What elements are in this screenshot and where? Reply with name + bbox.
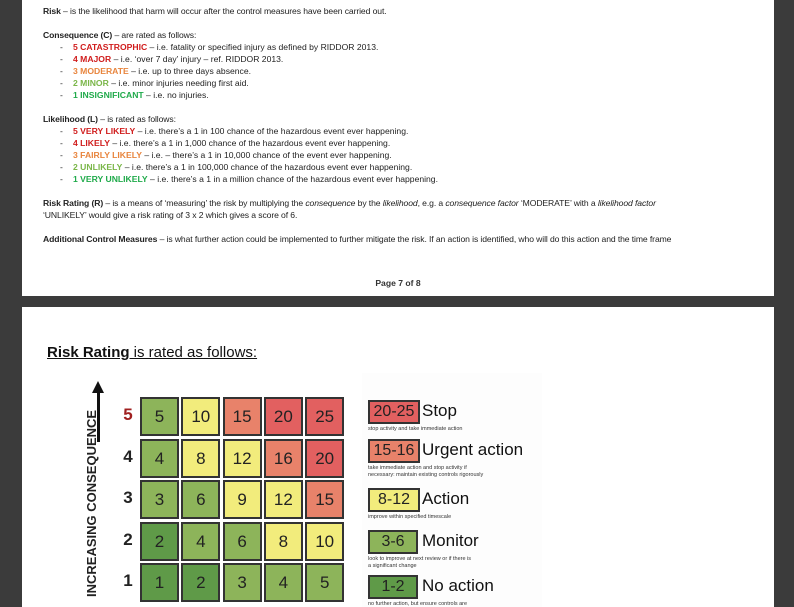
document-page-8 [22, 307, 774, 607]
legend-range: 8-12 [368, 488, 420, 512]
row-label: 4 [123, 446, 133, 466]
legend-description: no further action, but ensure controls are [368, 601, 468, 607]
matrix-cell: 5 [305, 563, 344, 602]
row-label: 3 [123, 488, 133, 507]
matrix-cell: 3 [140, 480, 179, 519]
legend-description: improve within specified timescale [368, 514, 452, 520]
consequence-item: - 3 MODERATE – i.e. up to three days absence. [60, 66, 252, 76]
likelihood-heading: Likelihood (L) – is rated as follows: [43, 114, 176, 124]
matrix-cell: 4 [181, 522, 220, 561]
document-page-7 [22, 0, 774, 296]
matrix-cell: 9 [223, 480, 262, 519]
legend-description: stop activity and take immediate action [368, 426, 463, 432]
matrix-cell: 5 [140, 397, 179, 436]
matrix-cell: 10 [181, 397, 220, 436]
likelihood-item: - 4 LIKELY – i.e. there’s a 1 in 1,000 chance of the hazardous event ever happening. [60, 138, 391, 148]
consequence-item: - 1 INSIGNIFICANT – i.e. no injuries. [60, 90, 209, 100]
matrix-cell: 4 [264, 563, 303, 602]
legend-range: 1-2 [368, 575, 418, 599]
matrix-cell: 8 [264, 522, 303, 561]
page-number: Page 7 of 8 [375, 278, 421, 288]
matrix-cell: 15 [223, 397, 262, 436]
matrix-cell: 15 [305, 480, 344, 519]
legend-description: take immediate action and stop activity if [368, 465, 467, 471]
legend-range: 3-6 [368, 530, 418, 554]
legend-title: Monitor [422, 531, 479, 550]
legend-title: Action [422, 489, 470, 508]
risk-rating-definition-line2: ‘UNLIKELY’ would give a risk rating of 3 x 2 which gives a score of 6. [43, 210, 298, 220]
matrix-cell: 25 [305, 397, 344, 436]
matrix-cell: 3 [223, 563, 262, 602]
matrix-cell: 6 [223, 522, 262, 561]
legend-title: Stop [422, 401, 457, 420]
matrix-cell: 1 [140, 563, 179, 602]
legend-range: 20-25 [368, 400, 420, 424]
legend-range: 15-16 [368, 439, 420, 463]
consequence-item: - 4 MAJOR – i.e. ‘over 7 day’ injury – ref. RIDDOR 2013. [60, 54, 284, 64]
page-title: Risk Rating is rated as follows: [47, 344, 258, 361]
risk-rating-definition: Risk Rating (R) – is a means of ‘measuring’ the risk by multiplying the consequence by the likelihood, e.g. a consequence factor ‘MODERATE’ with a likelihood factor [43, 198, 656, 208]
likelihood-item: - 1 VERY UNLIKELY – i.e. there’s a 1 in a million chance of the hazardous event ever happening. [60, 174, 438, 184]
additional-control-definition: Additional Control Measures – is what further action could be implemented to further mitigate the risk. If an action is identified, who will do this action and the time frame [43, 234, 672, 244]
matrix-cell: 20 [305, 439, 344, 478]
likelihood-item: - 5 VERY LIKELY – i.e. there’s a 1 in 100 chance of the hazardous event ever happening. [60, 126, 409, 136]
axis-label: INCREASING CONSEQUENCE [84, 409, 99, 597]
matrix-cell: 4 [140, 439, 179, 478]
matrix-cell: 2 [181, 563, 220, 602]
matrix-cell: 12 [223, 439, 262, 478]
legend-description: a significant change [368, 563, 417, 569]
risk-definition: Risk – is the likelihood that harm will occur after the control measures have been carried out. [43, 6, 387, 16]
matrix-cell: 2 [140, 522, 179, 561]
likelihood-item: - 3 FAIRLY LIKELY – i.e. – there’s a 1 in 10,000 chance of the event ever happening. [60, 150, 392, 160]
legend-title: Urgent action [422, 440, 524, 459]
matrix-cell: 6 [181, 480, 220, 519]
consequence-item: - 2 MINOR – i.e. minor injuries needing first aid. [60, 78, 249, 88]
matrix-cell: 8 [181, 439, 220, 478]
row-label: 2 [123, 529, 133, 549]
legend-description: necessary: maintain existing controls rigorously [368, 472, 484, 478]
matrix-cell: 12 [264, 480, 303, 519]
legend-title: No action [422, 576, 494, 595]
matrix-cell: 20 [264, 397, 303, 436]
row-label: 1 [123, 571, 133, 590]
likelihood-item: - 2 UNLIKELY – i.e. there’s a 1 in 100,000 chance of the hazardous event ever happening. [60, 162, 413, 172]
matrix-cell: 16 [264, 439, 303, 478]
matrix-cell: 10 [305, 522, 344, 561]
legend-description: look to improve at next review or if there is [368, 556, 472, 562]
row-label: 5 [123, 405, 133, 424]
consequence-heading: Consequence (C) – are rated as follows: [43, 30, 197, 40]
consequence-item: - 5 CATASTROPHIC – i.e. fatality or specified injury as defined by RIDDOR 2013. [60, 42, 379, 52]
